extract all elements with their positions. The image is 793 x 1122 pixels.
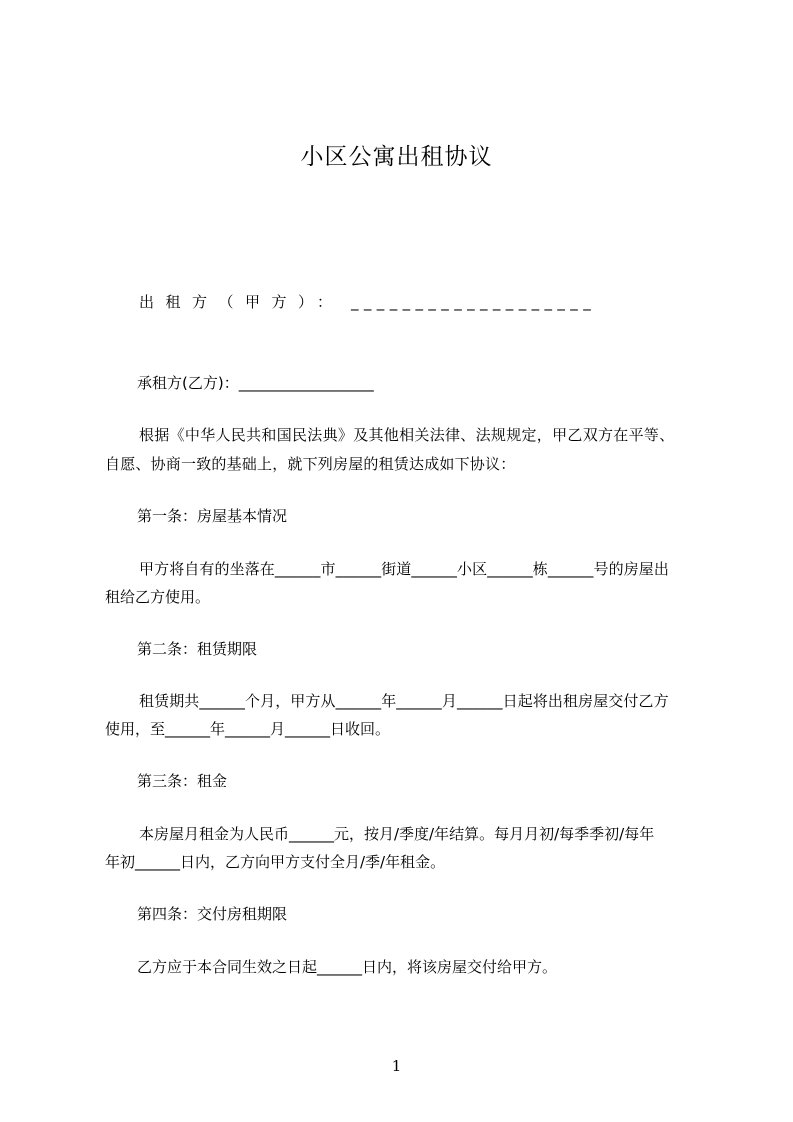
article-1-line-2: 租给乙方使用。	[105, 588, 211, 606]
preamble-line-1: 根据《中华人民共和国民法典》及其他相关法律、法规规定，甲乙双方在平等、	[139, 426, 675, 444]
article-3-heading: 第三条：租金	[137, 772, 228, 790]
article-3-line-2: 年初______日内，乙方向甲方支付全月/季/年租金。	[105, 853, 446, 871]
preamble-line-2: 自愿、协商一致的基础上，就下列房屋的租赁达成如下协议：	[105, 455, 516, 473]
article-1-heading: 第一条：房屋基本情况	[137, 507, 288, 525]
document-title: 小区公寓出租协议	[300, 144, 493, 170]
article-1-line-1: 甲方将自有的坐落在______市______街道______小区______栋______号的房屋出	[139, 560, 670, 578]
article-3-line-1: 本房屋月租金为人民币______元，按月/季度/年结算。每月月初/每季季初/每年	[139, 825, 655, 843]
page-number: 1	[391, 1057, 402, 1075]
lessee-line: 承租方(乙方)：__________________	[137, 374, 374, 392]
article-4-heading: 第四条：交付房租期限	[137, 905, 288, 923]
lessor-row	[139, 292, 704, 314]
article-2-heading: 第二条：租赁期限	[137, 640, 258, 658]
article-2-line-2: 使用，至______年______月______日收回。	[105, 720, 391, 738]
lessor-blank-line: ___________________	[351, 293, 597, 311]
article-2-line-1: 租赁期共______个月，甲方从______年______月______日起将出租房屋交付乙方	[139, 692, 669, 710]
article-4-line-1: 乙方应于本合同生效之日起______日内，将该房屋交付给甲方。	[137, 958, 558, 976]
lessor-label: 出租方（甲方）：	[139, 293, 344, 311]
